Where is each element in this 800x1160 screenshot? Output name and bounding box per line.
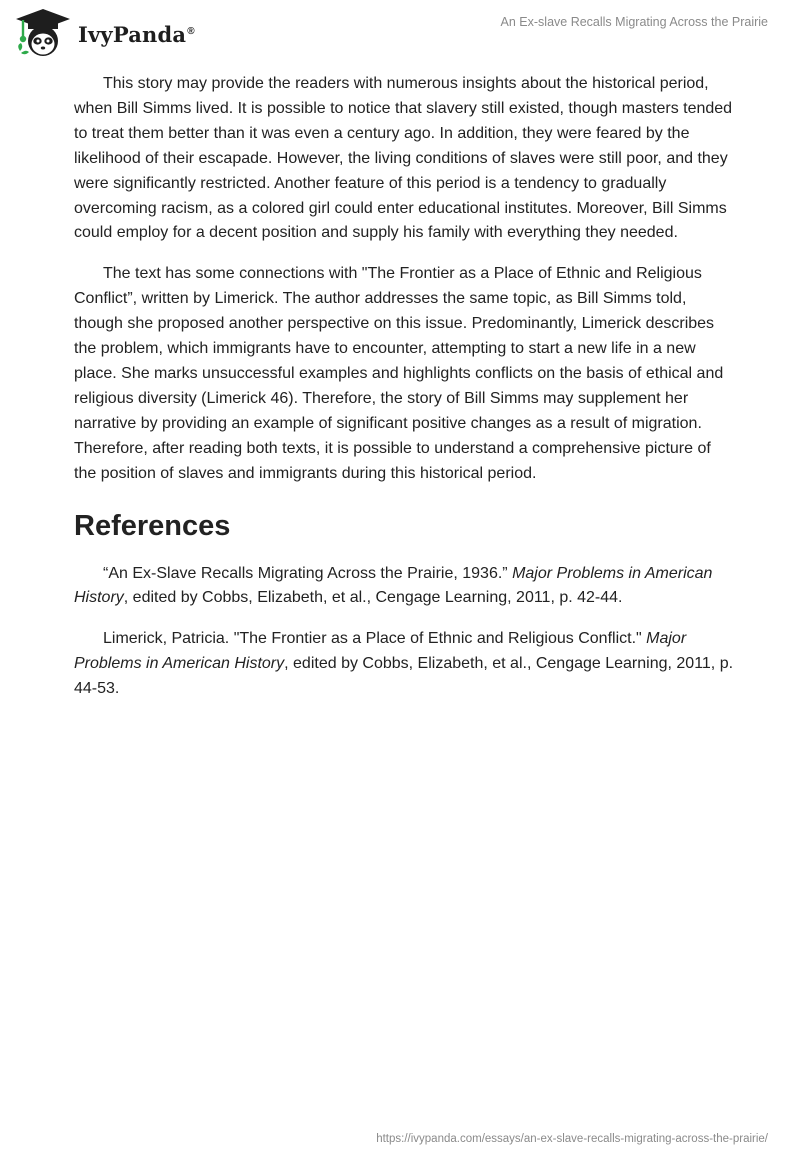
ivypanda-logo[interactable] — [14, 7, 195, 59]
body-paragraph: The text has some connections with "The Frontier as a Place of Ethnic and Religious Conflict”, written by Limerick. The author addresses the same topic, as Bill Simms told, though she proposed another perspective on this issue. Predominantly, Limerick describes the problem, which immigrants have to encounter, attempting to start a new life in a new place. She marks unsuccessful examples and highlights conflicts on the basis of ethical and religious diversity (Limerick 46). Therefore, the story of Bill Simms may supplement her narrative by providing an example of significant positive changes as a result of migration. Therefore, after reading both texts, it is possible to understand a comprehensive picture of the position of slaves and immigrants during this historical period. — [74, 265, 724, 482]
reference-details: , edited by Cobbs, Elizabeth, et al., Cengage Learning, 2011, p. 42-44. — [123, 589, 623, 607]
registered-mark: ® — [187, 25, 195, 37]
reference-source-title: Major Problems in American History — [74, 564, 713, 607]
reference-text: “An Ex-Slave Recalls Migrating Across the Prairie, 1936.” — [103, 564, 513, 582]
logo-text: IvyPanda — [78, 21, 187, 47]
logo-wordmark — [78, 22, 195, 47]
reference-source-title: Major Problems in American History — [74, 630, 687, 673]
source-url[interactable]: https://ivypanda.com/essays/an-ex-slave-recalls-migrating-across-the-prairie/ — [376, 1133, 768, 1145]
references-heading: References — [74, 509, 231, 542]
running-title: An Ex-slave Recalls Migrating Across the Prairie — [500, 15, 768, 29]
panda-logo-icon — [14, 7, 72, 59]
page-header — [0, 0, 800, 70]
essay-content — [74, 72, 734, 718]
reference-details: , edited by Cobbs, Elizabeth, et al., Cengage Learning, 2011, p. 44-53. — [74, 655, 734, 698]
reference-entry — [74, 627, 734, 702]
reference-entry — [74, 562, 734, 612]
body-paragraph: This story may provide the readers with numerous insights about the historical period, when Bill Simms lived. It is possible to notice that slavery still existed, though masters tended to treat them better than it was even a century ago. In addition, they were feared by the likelihood of their escapade. However, the living conditions of slaves were still poor, and they were significantly restricted. Another feature of this period is a tendency to gradually overcoming racism, as a colored girl could enter educational institutes. Moreover, Bill Simms could employ for a decent position and supply his family with everything they needed. — [74, 75, 733, 242]
reference-text: Limerick, Patricia. "The Frontier as a Place of Ethnic and Religious Conflict." — [103, 630, 647, 648]
